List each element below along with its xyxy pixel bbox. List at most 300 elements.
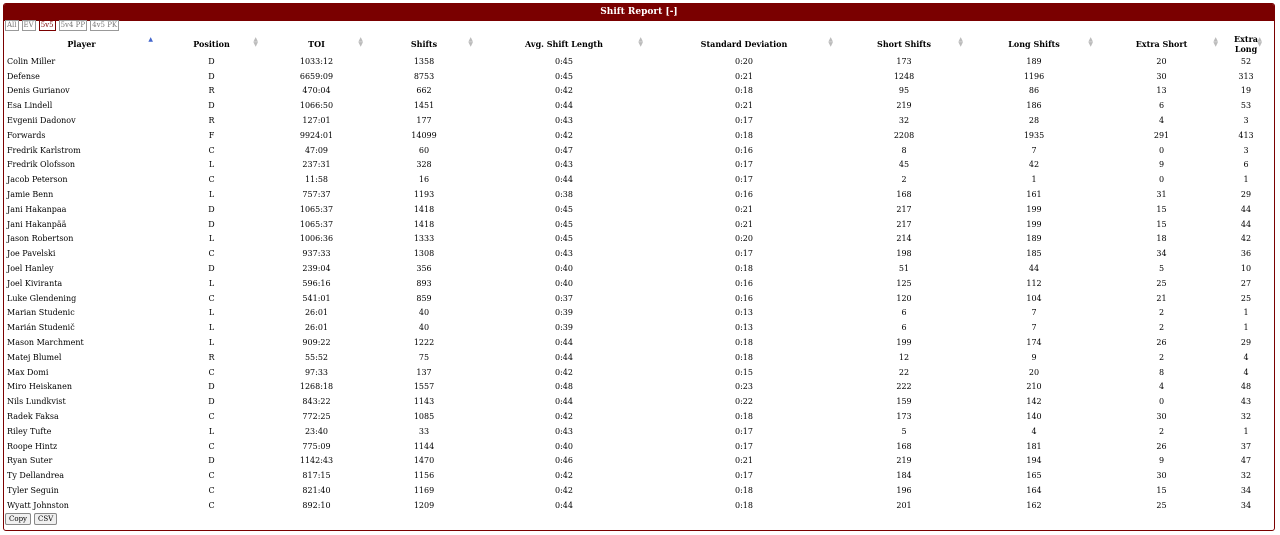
column-header-player[interactable] <box>4 34 159 54</box>
player-name-cell: Max Domi <box>7 367 49 377</box>
table-cell: 42 <box>1240 234 1252 244</box>
column-header-long-shifts[interactable] <box>969 34 1099 54</box>
filter-ev[interactable]: EV <box>23 21 34 29</box>
table-cell: 4 <box>1158 382 1165 392</box>
table-cell: 32 <box>1240 471 1252 481</box>
table-cell: 0:21 <box>735 101 753 111</box>
table-cell: 104 <box>1026 293 1042 303</box>
table-cell: 0:16 <box>735 145 753 155</box>
table-cell: 0:18 <box>735 86 753 96</box>
filter-5v4-pp[interactable]: 5v4 PP <box>60 21 86 29</box>
table-cell: 0:23 <box>735 382 753 392</box>
table-cell: 86 <box>1028 86 1040 96</box>
table-cell: C <box>208 145 215 155</box>
player-name-cell: Miro Heiskanen <box>7 382 72 392</box>
table-cell: 0:16 <box>735 190 753 200</box>
table-cell: 217 <box>896 219 912 229</box>
table-cell: 0:39 <box>555 323 573 333</box>
table-cell: 0:43 <box>555 116 573 126</box>
table-cell: 0:21 <box>735 219 753 229</box>
player-name-cell: Jamie Benn <box>7 190 54 200</box>
table-cell: 0:15 <box>735 367 753 377</box>
column-header-extra-long[interactable] <box>1224 34 1268 54</box>
table-cell: 184 <box>896 471 912 481</box>
table-cell: 0:13 <box>735 308 753 318</box>
table-cell: 8 <box>901 145 907 155</box>
export-buttons <box>5 513 57 525</box>
column-header-label: Player <box>67 39 96 49</box>
sort-arrows-icon[interactable]: ▲ ▼ <box>1257 36 1262 48</box>
table-cell: 30 <box>1156 71 1167 81</box>
column-header-extra-short[interactable] <box>1099 34 1224 54</box>
table-cell: 1268:18 <box>299 382 334 392</box>
table-cell: 34 <box>1240 500 1252 510</box>
table-cell: 1935 <box>1023 130 1045 140</box>
table-cell: 210 <box>1026 382 1042 392</box>
table-cell: 127:01 <box>302 116 331 126</box>
table-cell: 0:42 <box>555 486 573 495</box>
table-row <box>4 246 1268 261</box>
table-cell: 1193 <box>413 190 435 200</box>
table-cell: 0:18 <box>735 352 753 362</box>
table-cell: 44 <box>1240 204 1252 214</box>
table-cell: 15 <box>1156 219 1167 229</box>
table-row <box>4 172 1268 187</box>
table-cell: 36 <box>1240 249 1252 259</box>
player-name-cell: Mason Marchment <box>7 338 84 348</box>
table-row <box>4 69 1268 84</box>
table-row <box>4 143 1268 158</box>
column-header-label: TOI <box>308 39 325 49</box>
table-cell: 29 <box>1240 190 1252 200</box>
table-cell: 186 <box>1026 101 1042 111</box>
column-header-label: Short Shifts <box>877 39 931 49</box>
table-cell: 1085 <box>413 412 435 422</box>
table-cell: 29 <box>1240 338 1252 348</box>
table-cell: 0:42 <box>555 471 573 481</box>
player-name-cell: Joel Kiviranta <box>7 278 63 288</box>
table-cell: 413 <box>1238 130 1254 140</box>
table-body <box>4 54 1268 513</box>
table-cell: 6659:09 <box>299 71 334 81</box>
table-cell: 893 <box>416 278 432 288</box>
sort-arrows-icon[interactable]: ▲ ▼ <box>468 36 473 48</box>
table-row <box>4 394 1268 409</box>
player-name-cell: Denis Gurianov <box>7 86 70 96</box>
table-cell: 0:17 <box>735 160 753 170</box>
table-row <box>4 291 1268 306</box>
table-cell: D <box>208 382 215 392</box>
table-cell: 0:18 <box>735 412 753 422</box>
table-cell: 1418 <box>413 204 435 214</box>
table-cell: 47 <box>1240 456 1252 466</box>
table-cell: 26:01 <box>304 323 329 333</box>
player-name-cell: Colin Miller <box>7 56 56 66</box>
table-cell: 0:40 <box>555 278 573 288</box>
table-cell: 892:10 <box>302 500 331 510</box>
table-cell: 5 <box>1158 264 1165 274</box>
table-cell: 47:09 <box>304 145 329 155</box>
table-cell: 13 <box>1156 86 1167 96</box>
table-cell: D <box>208 204 215 214</box>
player-name-cell: Jani Hakanpaa <box>7 204 67 214</box>
table-cell: F <box>208 130 215 140</box>
table-row <box>4 320 1268 335</box>
table-cell: 0:47 <box>555 145 573 155</box>
table-cell: 2 <box>901 175 907 185</box>
table-cell: L <box>208 190 215 200</box>
table-cell: 12 <box>898 352 910 362</box>
player-name-cell: Radek Faksa <box>7 412 59 422</box>
table-row <box>4 498 1268 513</box>
table-cell: 909:22 <box>302 338 331 348</box>
sort-arrows-icon[interactable]: ▲ ▼ <box>358 36 363 48</box>
table-row <box>4 350 1268 365</box>
table-row <box>4 232 1268 247</box>
table-cell: 44 <box>1028 264 1040 274</box>
table-row <box>4 365 1268 380</box>
table-cell: 42 <box>1028 160 1040 170</box>
table-cell: 37 <box>1240 441 1252 451</box>
player-name-cell: Evgenii Dadonov <box>7 116 76 126</box>
table-row <box>4 202 1268 217</box>
column-header-avg-shift-length[interactable] <box>479 34 649 54</box>
table-row <box>4 158 1268 173</box>
table-cell: 15 <box>1156 204 1167 214</box>
table-cell: C <box>208 367 215 377</box>
table-cell: 40 <box>418 323 430 333</box>
table-cell: D <box>208 101 215 111</box>
table-cell: 6 <box>901 323 907 333</box>
table-cell: C <box>208 441 215 451</box>
filter-4v5-pk[interactable]: 4v5 PK <box>92 21 118 29</box>
column-header-label: Extra Short <box>1135 39 1188 49</box>
table-row <box>4 98 1268 113</box>
table-cell: 1196 <box>1023 71 1045 81</box>
table-cell: 140 <box>1026 412 1042 422</box>
table-cell: 20 <box>1156 56 1167 66</box>
table-cell: C <box>208 500 215 510</box>
table-cell: 0:13 <box>735 323 753 333</box>
table-cell: 1143 <box>413 397 435 407</box>
player-name-cell: Joel Hanley <box>7 264 54 274</box>
table-cell: 7 <box>1031 145 1037 155</box>
table-cell: 0:17 <box>735 441 753 451</box>
table-cell: 0:44 <box>555 101 573 111</box>
table-cell: 0:39 <box>555 308 573 318</box>
table-cell: 0:37 <box>555 293 573 303</box>
table-cell: 219 <box>896 101 912 111</box>
table-cell: 217 <box>896 204 912 214</box>
table-cell: 817:15 <box>302 471 331 481</box>
player-name-cell: Wyatt Johnston <box>7 500 69 510</box>
table-cell: 0 <box>1158 397 1165 407</box>
table-cell: 1358 <box>413 56 435 66</box>
player-name-cell: Fredrik Olofsson <box>7 160 76 170</box>
table-cell: 60 <box>418 145 430 155</box>
table-cell: 0:48 <box>555 382 573 392</box>
table-cell: 1006:36 <box>299 234 334 244</box>
player-name-cell: Jani Hakanpää <box>7 219 67 229</box>
table-cell: 177 <box>416 116 432 126</box>
table-cell: 75 <box>418 352 430 362</box>
table-cell: 112 <box>1026 278 1042 288</box>
table-cell: 4 <box>1243 367 1249 377</box>
table-cell: 0:18 <box>735 130 753 140</box>
table-cell: 10 <box>1240 264 1252 274</box>
table-cell: 20 <box>1028 367 1040 377</box>
table-cell: 22 <box>898 367 910 377</box>
table-cell: 775:09 <box>302 441 331 451</box>
table-cell: 937:33 <box>302 249 331 259</box>
table-cell: 1470 <box>413 456 435 466</box>
table-row <box>4 335 1268 350</box>
table-cell: 0:17 <box>735 175 753 185</box>
table-cell: 356 <box>416 264 432 274</box>
table-cell: 5 <box>901 426 907 436</box>
column-header-position[interactable] <box>159 34 264 54</box>
table-cell: C <box>208 175 215 185</box>
table-cell: 0:17 <box>735 249 753 259</box>
table-cell: 32 <box>898 116 910 126</box>
table-cell: 1 <box>1243 323 1249 333</box>
table-cell: 0:17 <box>735 426 753 436</box>
table-cell: 1 <box>1243 175 1249 185</box>
table-cell: 26:01 <box>304 308 329 318</box>
table-cell: D <box>208 219 215 229</box>
table-row <box>4 84 1268 99</box>
table-cell: 1066:50 <box>299 101 334 111</box>
sort-arrows-icon[interactable]: ▲ ▼ <box>1088 36 1093 48</box>
table-cell: 0:44 <box>555 500 573 510</box>
table-cell: 1 <box>1243 426 1249 436</box>
table-cell: 596:16 <box>302 278 331 288</box>
table-cell: 0:21 <box>735 204 753 214</box>
column-header-short-shifts[interactable] <box>839 34 969 54</box>
table-row <box>4 54 1268 69</box>
table-cell: 25 <box>1156 278 1167 288</box>
column-header-toi[interactable] <box>264 34 369 54</box>
table-cell: 27 <box>1240 278 1252 288</box>
player-name-cell: Jason Robertson <box>7 234 74 244</box>
sort-arrows-icon[interactable]: ▲ ▼ <box>638 36 643 48</box>
table-cell: 2 <box>1158 352 1165 362</box>
player-name-cell: Tyler Seguin <box>7 486 59 495</box>
table-cell: 201 <box>896 500 912 510</box>
table-cell: 95 <box>898 86 910 96</box>
table-cell: 32 <box>1240 412 1252 422</box>
table-cell: 1 <box>1031 175 1037 185</box>
table-cell: 821:40 <box>302 486 331 495</box>
table-cell: 0:45 <box>555 219 573 229</box>
table-cell: 142 <box>1026 397 1042 407</box>
player-name-cell: Roope Hintz <box>7 441 58 451</box>
table-cell: 34 <box>1156 249 1167 259</box>
table-cell: 0:17 <box>735 116 753 126</box>
table-cell: 14099 <box>411 130 437 140</box>
table-cell: 0:18 <box>735 338 753 348</box>
table-row <box>4 454 1268 469</box>
table-cell: 2 <box>1158 323 1165 333</box>
table-cell: 33 <box>418 426 430 436</box>
table-cell: D <box>208 71 215 81</box>
player-name-cell: Defense <box>7 71 40 81</box>
table-cell: 0:44 <box>555 175 573 185</box>
table-cell: 199 <box>896 338 912 348</box>
player-name-cell: Forwards <box>7 130 46 140</box>
table-cell: 0:21 <box>735 71 753 81</box>
table-cell: C <box>208 412 215 422</box>
sort-arrows-icon[interactable]: ▲ ▼ <box>828 36 833 48</box>
table-cell: 313 <box>1238 71 1254 81</box>
table-cell: 199 <box>1026 219 1042 229</box>
table-cell: 470:04 <box>302 86 331 96</box>
table-cell: 4 <box>1031 426 1037 436</box>
panel-title[interactable]: Shift Report [-] <box>4 4 1274 21</box>
table-cell: 1222 <box>413 338 435 348</box>
filter-5v5[interactable]: 5v5 <box>40 21 54 29</box>
table-cell: 0:42 <box>555 130 573 140</box>
player-name-cell: Riley Tufte <box>7 426 52 436</box>
csv-button[interactable]: CSV <box>34 513 57 525</box>
column-header-label: Long Shifts <box>1008 39 1060 49</box>
table-cell: 0:20 <box>735 56 753 66</box>
table-cell: 137 <box>416 367 432 377</box>
sort-arrows-icon[interactable]: ▲ <box>148 36 153 43</box>
table-cell: 6 <box>901 308 907 318</box>
table-cell: 237:31 <box>302 160 331 170</box>
table-cell: 44 <box>1240 219 1252 229</box>
table-cell: 97:33 <box>304 367 329 377</box>
player-name-cell: Matej Blumel <box>7 352 62 362</box>
table-cell: 0:43 <box>555 426 573 436</box>
table-cell: 189 <box>1026 234 1042 244</box>
table-cell: 239:04 <box>302 264 331 274</box>
table-cell: 43 <box>1240 397 1252 407</box>
table-cell: 9 <box>1158 160 1165 170</box>
table-cell: 196 <box>896 486 912 495</box>
table-cell: 9924:01 <box>299 130 334 140</box>
table-cell: 9 <box>1158 456 1165 466</box>
player-name-cell: Fredrik Karlstrom <box>7 145 81 155</box>
table-cell: 0:45 <box>555 234 573 244</box>
table-cell: 125 <box>896 278 912 288</box>
column-header-label: Position <box>193 39 230 49</box>
table-cell: 0:46 <box>555 456 573 466</box>
table-cell: 4 <box>1158 116 1165 126</box>
table-cell: 6 <box>1243 160 1249 170</box>
table-cell: 772:25 <box>302 412 331 422</box>
table-cell: 1144 <box>413 441 435 451</box>
table-cell: 0:45 <box>555 56 573 66</box>
table-cell: 1 <box>1243 308 1249 318</box>
table-cell: 2208 <box>893 130 915 140</box>
table-row <box>4 424 1268 439</box>
table-cell: C <box>208 293 215 303</box>
table-row <box>4 217 1268 232</box>
table-row <box>4 439 1268 454</box>
table-cell: 222 <box>896 382 912 392</box>
table-cell: 51 <box>898 264 910 274</box>
table-cell: 31 <box>1156 190 1167 200</box>
table-cell: 0:44 <box>555 352 573 362</box>
table-cell: 159 <box>896 397 912 407</box>
table-cell: 0:45 <box>555 204 573 214</box>
table-cell: L <box>208 308 215 318</box>
column-header-standard-deviation[interactable] <box>649 34 839 54</box>
table-cell: 30 <box>1156 412 1167 422</box>
table-row <box>4 306 1268 321</box>
table-cell: 1557 <box>413 382 435 392</box>
table-cell: 0:40 <box>555 264 573 274</box>
table-cell: 0:45 <box>555 71 573 81</box>
table-cell: 0:42 <box>555 367 573 377</box>
player-name-cell: Jacob Peterson <box>7 175 68 185</box>
column-header-shifts[interactable] <box>369 34 479 54</box>
player-name-cell: Ty Dellandrea <box>7 471 65 481</box>
column-header-label: Shifts <box>410 39 438 49</box>
table-cell: 214 <box>896 234 912 244</box>
table-cell: C <box>208 471 215 481</box>
table-cell: L <box>208 160 215 170</box>
table-cell: 3 <box>1243 116 1249 126</box>
table-cell: L <box>208 338 215 348</box>
table-row <box>4 128 1268 143</box>
player-name-cell: Marian Studenic <box>7 308 75 318</box>
table-cell: 16 <box>418 175 430 185</box>
table-cell: 4 <box>1243 352 1249 362</box>
table-cell: 26 <box>1156 338 1167 348</box>
sort-arrows-icon[interactable]: ▲ ▼ <box>253 36 258 48</box>
table-cell: C <box>208 486 215 495</box>
table-cell: 1156 <box>413 471 435 481</box>
table-cell: 15 <box>1156 486 1167 495</box>
table-row <box>4 261 1268 276</box>
table-cell: 6 <box>1158 101 1165 111</box>
table-row <box>4 483 1268 498</box>
table-cell: 1418 <box>413 219 435 229</box>
table-cell: 173 <box>896 412 912 422</box>
table-cell: 1248 <box>893 71 915 81</box>
sort-arrows-icon[interactable]: ▲ ▼ <box>958 36 963 48</box>
sort-arrows-icon[interactable]: ▲ ▼ <box>1213 36 1218 48</box>
table-cell: 328 <box>416 160 432 170</box>
table-cell: 52 <box>1240 56 1252 66</box>
copy-button[interactable]: Copy <box>5 513 31 525</box>
table-cell: D <box>208 56 215 66</box>
table-cell: 1065:37 <box>299 204 334 214</box>
table-cell: 25 <box>1156 500 1167 510</box>
table-cell: 0:16 <box>735 293 753 303</box>
table-cell: 168 <box>896 441 912 451</box>
table-row <box>4 113 1268 128</box>
column-header-label: Avg. Shift Length <box>525 39 603 49</box>
table-cell: D <box>208 397 215 407</box>
table-cell: 2 <box>1158 308 1165 318</box>
player-name-cell: Marián Studenič <box>7 323 75 333</box>
filter-all[interactable]: All <box>7 21 17 29</box>
table-cell: 120 <box>896 293 912 303</box>
table-cell: 189 <box>1026 56 1042 66</box>
table-cell: 8 <box>1158 367 1165 377</box>
table-cell: 1308 <box>413 249 435 259</box>
table-cell: L <box>208 426 215 436</box>
table-cell: R <box>208 86 215 96</box>
table-cell: 0:43 <box>555 249 573 259</box>
table-cell: 0:40 <box>555 441 573 451</box>
table-cell: 7 <box>1031 323 1037 333</box>
table-cell: 53 <box>1240 101 1252 111</box>
